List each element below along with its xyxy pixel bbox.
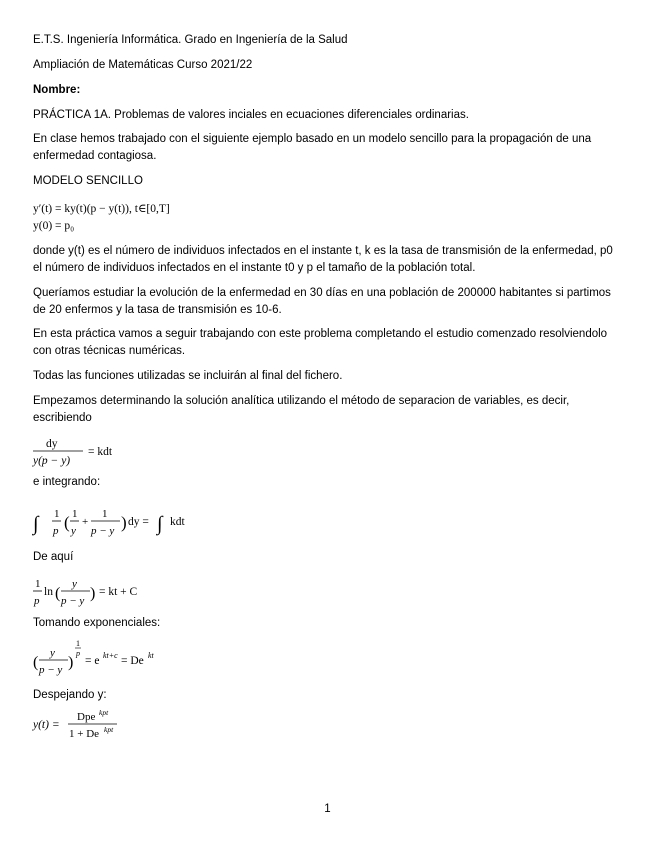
svg-text:kpt: kpt: [99, 708, 109, 717]
svg-text:= kdt: = kdt: [88, 446, 113, 458]
svg-text:y: y: [50, 647, 55, 659]
equation-integral: [33, 505, 203, 541]
svg-text:= e: = e: [85, 655, 100, 667]
svg-text:y: y: [71, 525, 76, 537]
equation-exponential: [33, 639, 203, 679]
equation-model-ode-text: y′(t) = ky(t)(p − y(t)), t∈[0,T]: [33, 203, 170, 215]
svg-text:= kt + C: = kt + C: [99, 586, 138, 598]
integrating-label: e integrando:: [33, 476, 101, 488]
svg-text:(: (: [64, 513, 70, 532]
svg-text:1: 1: [102, 508, 108, 520]
header-line-1: E.T.S. Ingeniería Informática. Grado en Ingeniería de la Salud: [33, 34, 348, 46]
svg-text:p: p: [76, 649, 80, 658]
svg-text:dy: dy: [46, 438, 58, 450]
equation-model-initial: [33, 217, 123, 233]
svg-text:(: (: [55, 585, 61, 602]
practice-paragraph: En esta práctica vamos a seguir trabajando con este problema completando el estudio comenzado resolviendolo con otras técnicas numéricas.: [33, 328, 608, 357]
svg-text:p − y: p − y: [39, 664, 63, 676]
name-label: Nombre:: [33, 84, 81, 96]
svg-text:kpt: kpt: [104, 725, 114, 734]
svg-text:kt: kt: [148, 651, 154, 660]
svg-text:p: p: [34, 595, 40, 607]
svg-text:1: 1: [54, 508, 60, 520]
svg-text:kt+c: kt+c: [103, 651, 118, 660]
page-number: 1: [324, 803, 331, 815]
exponentials-label: Tomando exponenciales:: [33, 617, 161, 629]
svg-text:p − y: p − y: [61, 595, 85, 607]
svg-text:y: y: [72, 578, 77, 590]
equation-solution: [33, 708, 163, 742]
svg-text:1: 1: [35, 578, 41, 590]
svg-text:dy =: dy =: [128, 516, 149, 528]
svg-text:p: p: [53, 525, 59, 537]
svg-text:Dpe: Dpe: [77, 711, 96, 723]
svg-text:y(p − y): y(p − y): [33, 455, 71, 467]
equation-separation: [33, 436, 143, 468]
goal-paragraph: Queríamos estudiar la evolución de la enfermedad en 30 días en una población de 200000 habitantes si partimos de 20 enfermos y la tasa de transmisión es 10-6.: [33, 287, 611, 316]
intro-paragraph: En clase hemos trabajado con el siguiente ejemplo basado en un modelo sencillo para la propagación de una enfermedad contagiosa.: [33, 133, 592, 162]
svg-text:): ): [90, 585, 96, 602]
svg-text:p − y: p − y: [91, 525, 115, 537]
solving-label: Despejando y:: [33, 689, 107, 701]
practice-title: PRÁCTICA 1A. Problemas de valores inciales en ecuaciones diferenciales ordinarias.: [33, 109, 469, 121]
functions-note: Todas las funciones utilizadas se incluirán al final del fichero.: [33, 370, 343, 382]
svg-text:1: 1: [76, 639, 80, 648]
svg-text:1 + De: 1 + De: [69, 728, 100, 740]
header-line-2: Ampliación de Matemáticas Curso 2021/22: [33, 59, 253, 71]
svg-text:kdt: kdt: [170, 516, 185, 528]
start-paragraph: Empezamos determinando la solución analítica utilizando el método de separacion de variables, es decir, escribiendo: [33, 395, 570, 424]
equation-model-ode: [33, 200, 233, 216]
model-heading: MODELO SENCILLO: [33, 175, 143, 187]
svg-text:): ): [121, 513, 127, 532]
from-here-label: De aquí: [33, 551, 74, 563]
svg-text:ln: ln: [44, 586, 53, 598]
equation-logarithm: [33, 576, 183, 610]
svg-text:y(t) =: y(t) =: [33, 719, 60, 731]
svg-text:∫: ∫: [157, 513, 163, 535]
explanation-paragraph: donde y(t) es el número de individuos infectados en el instante t, k es la tasa de transmisión de la enfermedad, p0 el número de individuos infectados en el instante t0 y p el tamaño de la población total.: [33, 245, 613, 274]
svg-text:= De: = De: [121, 655, 144, 667]
svg-text:): ): [68, 654, 74, 671]
equation-model-initial-text: y(0) = p₀: [33, 220, 75, 232]
svg-text:(: (: [33, 654, 39, 671]
svg-text:1: 1: [72, 508, 78, 520]
svg-text:∫: ∫: [33, 513, 39, 535]
svg-text:+: +: [82, 516, 89, 528]
